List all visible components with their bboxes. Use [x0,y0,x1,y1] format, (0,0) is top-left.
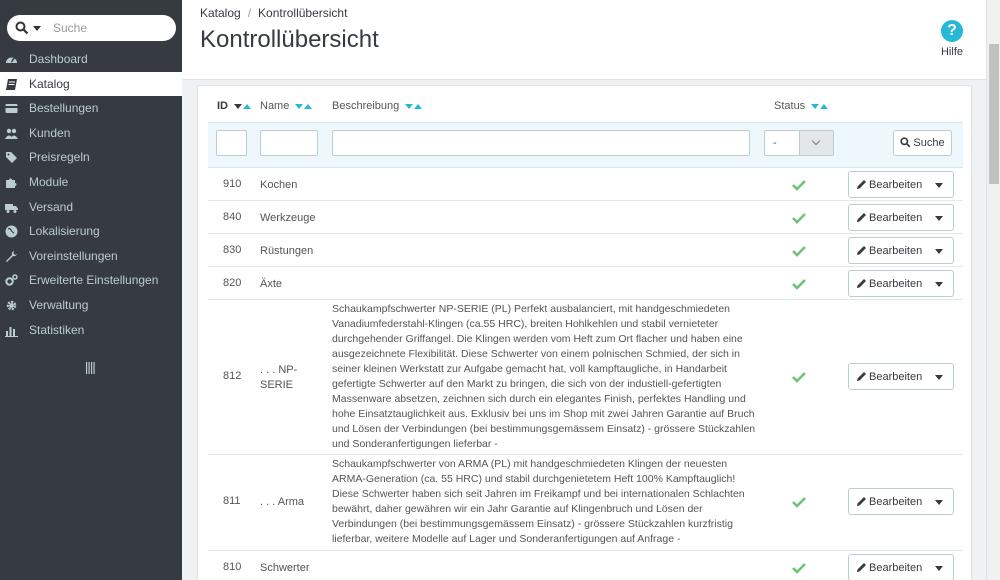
sort-desc-icon[interactable] [295,104,303,109]
check-icon[interactable] [792,212,806,224]
filter-status-value: - [773,137,777,149]
sidebar-item-label: Lokalisierung [29,224,100,239]
sidebar-item-label: Erweiterte Einstellungen [29,273,159,288]
row-id: 840 [223,211,242,223]
page-header [182,0,1000,80]
credit-card-icon [5,102,18,115]
edit-button[interactable] [848,171,954,198]
sidebar-item-erweiterte-einstellungen[interactable] [0,268,182,293]
edit-button[interactable] [848,363,954,390]
sort-asc-icon[interactable] [243,104,251,109]
sidebar-item-kunden[interactable] [0,121,182,146]
page-title: Kontrollübersicht [200,26,379,53]
edit-button-label: Bearbeiten [869,278,923,290]
edit-button-label: Bearbeiten [869,496,923,508]
row-name: Werkzeuge [260,212,316,224]
row-description: Schaukampfschwerter von ARMA (PL) mit handgeschmiedeten Klingen der neuesten ARMA-Generation (ca. 55 HRC) und stabil durchgenietetem Heft 100% Kampftauglich! Diese Schwerter haben sich seit Jahren im Freikampf und bei internationalen Schlachten bewährt, daher gewähren wir ein Jahr Garantie auf Klingenbruch und Lösen der Verbindungen (bei bestimmungsgemässem Einsatz) - grössere Stückzahlen kurzfristig lieferbar, weitere Modelle auf Lager und Sonderanfertigungen auf Anfrage - [332,458,745,545]
sidebar-item-label: Kunden [29,125,71,140]
column-header-label: Beschreibung [332,100,400,112]
column-header-label: ID [217,100,228,112]
sidebar [0,0,182,580]
pencil-icon [856,212,867,223]
sidebar-nav [0,47,182,342]
table-row [208,455,963,551]
sort-asc-icon[interactable] [304,104,312,109]
help-icon[interactable]: ? [941,20,963,42]
search-input[interactable] [53,19,168,37]
column-header-status[interactable] [774,100,829,112]
sidebar-item-statistiken[interactable] [0,318,182,343]
check-icon[interactable] [792,179,806,191]
chevron-down-icon[interactable] [935,566,943,571]
sidebar-item-label: Verwaltung [29,297,89,312]
breadcrumb-item[interactable]: Katalog [200,6,241,20]
check-icon[interactable] [792,496,806,508]
chevron-down-icon[interactable] [935,183,943,188]
row-name: Rüstungen [260,245,314,257]
tags-icon [5,151,18,164]
help-label: Hilfe [940,46,963,58]
sort-asc-icon[interactable] [820,104,828,109]
row-description: Schaukampfschwerter NP-SERIE (PL) Perfekt ausbalanciert, mit handgeschmiedeten Vanadiumfederstahl-Klingen (ca.55 HRC), breiten Hohlkehlen und stabil vernieteter durchgehender Griffangel. Die Klingen werden vom Heft zum Ort flacher und haben eine ausgezeichnete Flexibilität. Diese Schwerter von einem polnischen Schmied, der sich in seiner kleinen Werkstatt zur Aufgabe gemacht hat, voll kampftaugliche, in Handarbeit gefertigte Schwerter auf den Markt zu bringen, die sich von der industiell-gefertigten Massenware absetzen, zeichnen sich durch ein elegantes Finish, perfektes Handling und hohe Einsatztauglichkeit aus. Exklusiv bei uns im Shop mit zwei Jahren Garantie auf Bruch und Lösen der Verbindungen (bei bestimmungsgemässem Einsatz) - grössere Stückzahlen und Sonderanfertigungen lieferbar - [332,303,756,450]
bar-chart-icon [5,324,18,337]
sidebar-item-label: Bestellungen [29,101,99,116]
edit-button[interactable] [848,488,954,515]
table-row [208,201,963,234]
row-name: Schwerter [260,562,310,574]
check-icon[interactable] [792,278,806,290]
sidebar-item-label: Versand [29,199,74,214]
sidebar-item-voreinstellungen[interactable] [0,244,182,269]
table-row [208,551,963,580]
filter-status-select[interactable] [764,130,834,156]
table-row [208,168,963,201]
edit-button-label: Bearbeiten [869,212,923,224]
sidebar-item-label: Katalog [29,76,70,91]
filter-row [208,122,963,168]
chevron-down-icon[interactable] [935,282,943,287]
row-id: 820 [223,277,242,289]
sidebar-item-verwaltung[interactable] [0,293,182,318]
chevron-down-icon[interactable] [799,131,833,155]
sidebar-item-bestellungen[interactable] [0,96,182,121]
edit-button-label: Bearbeiten [869,179,923,191]
pencil-icon [856,496,867,507]
check-icon[interactable] [792,371,806,383]
column-header-name[interactable] [260,100,313,112]
wrench-icon [5,250,18,263]
filter-search-button[interactable] [893,130,952,156]
chevron-down-icon[interactable] [935,375,943,380]
sidebar-item-label: Statistiken [29,322,85,337]
sort-asc-icon[interactable] [414,104,422,109]
breadcrumb-separator: / [247,6,252,20]
check-icon[interactable] [792,245,806,257]
dashboard-icon [5,53,18,66]
column-header-description[interactable] [332,100,423,112]
pencil-icon [856,179,867,190]
sidebar-item-versand[interactable] [0,195,182,220]
scrollbar[interactable] [986,0,1000,580]
sidebar-item-preisregeln[interactable] [0,145,182,170]
help-button[interactable] [932,20,972,58]
row-id: 810 [223,561,242,573]
puzzle-icon [5,176,18,189]
sidebar-search[interactable] [7,15,176,41]
sidebar-item-dashboard[interactable] [0,47,182,72]
row-id: 811 [223,495,241,507]
table-row [208,234,963,267]
sort-arrows[interactable] [811,100,829,112]
sidebar-item-label: Dashboard [29,52,88,66]
column-header-id[interactable] [217,100,252,112]
sidebar-item-label: Voreinstellungen [29,248,118,263]
sidebar-item-label: Module [29,174,69,189]
sidebar-item-lokalisierung[interactable] [0,219,182,244]
edit-button-label: Bearbeiten [869,562,923,574]
sort-desc-icon[interactable] [405,104,413,109]
filter-name-input[interactable] [260,130,318,156]
truck-icon [5,201,18,214]
scrollbar-thumb[interactable] [989,44,999,184]
sidebar-item-label: Preisregeln [29,150,90,165]
filter-id-input[interactable] [216,130,247,156]
row-name: . . . Arma [260,496,305,508]
edit-button[interactable] [848,554,954,580]
search-icon [900,137,911,148]
pencil-icon [856,245,867,256]
edit-button-label: Bearbeiten [869,245,923,257]
users-icon [5,127,18,140]
collapse-sidebar-icon[interactable] [85,362,97,374]
gear-icon [5,299,18,312]
edit-button[interactable] [848,237,954,264]
breadcrumb-item: Kontrollübersicht [258,6,348,20]
edit-button[interactable] [848,270,954,297]
column-header-label: Status [774,100,806,112]
sidebar-item-katalog[interactable] [0,72,182,97]
edit-button-label: Bearbeiten [869,371,923,383]
filter-description-input[interactable] [332,130,750,156]
sort-arrows[interactable] [405,100,423,112]
check-icon[interactable] [792,562,806,574]
table-row [208,267,963,300]
column-header-label: Name [260,100,290,112]
search-button-label: Suche [913,137,945,149]
edit-button[interactable] [848,204,954,231]
sort-desc-icon[interactable] [811,104,819,109]
row-id: 812 [223,370,242,382]
row-id: 910 [223,178,242,190]
chevron-down-icon[interactable] [935,216,943,221]
chevron-down-icon[interactable] [935,249,943,254]
pencil-icon [856,562,867,573]
globe-icon [5,225,18,238]
row-name: . . . NP-SERIE [260,364,298,391]
row-name: Äxte [260,278,283,290]
sort-desc-icon[interactable] [234,104,242,109]
row-name: Kochen [260,179,298,191]
category-table-panel [197,85,972,580]
book-icon [5,78,18,91]
table-row [208,300,963,455]
cogs-icon [5,274,18,287]
chevron-down-icon[interactable] [935,500,943,505]
breadcrumb [200,6,347,20]
row-id: 830 [223,244,242,256]
sort-arrows[interactable] [295,100,313,112]
pencil-icon [856,278,867,289]
sort-arrows[interactable] [234,100,252,112]
sidebar-item-module[interactable] [0,170,182,195]
chevron-down-icon[interactable] [33,26,41,31]
search-icon[interactable] [15,21,29,35]
pencil-icon [856,371,867,382]
